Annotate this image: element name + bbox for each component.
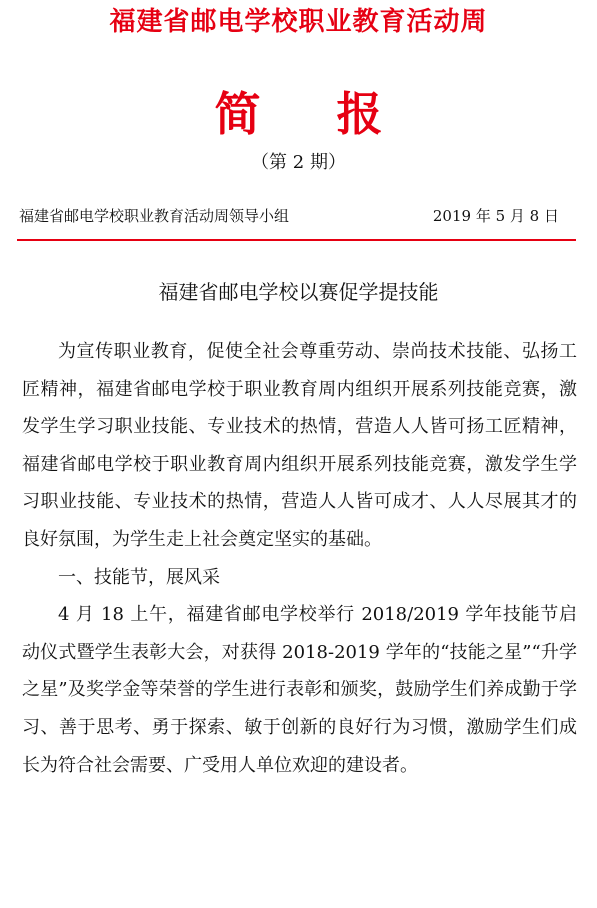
- red-divider-line: [17, 239, 576, 241]
- bulletin-title: 简 报: [214, 87, 383, 141]
- issuing-group: 福建省邮电学校职业教育活动周领导小组: [19, 207, 290, 225]
- body-paragraph: 4 月 18 上午，福建省邮电学校举行 2018/2019 学年技能节启动仪式暨学生表彰大会，对获得 2018-2019 学年的“技能之星”“升学之星”及奖学金等荣誉的学生进行表彰和颁奖，鼓励学生们养成勤于学习、善于思考、勇于探索、敏于创新的良好行为习惯，激励学生们成长为符合社会需要、广受用人单位欢迎的建设者。: [22, 604, 577, 776]
- article-body: [22, 333, 577, 784]
- organization-title: 福建省邮电学校职业教育活动周: [109, 7, 488, 37]
- article-title: 福建省邮电学校以赛促学提技能: [158, 280, 439, 304]
- section-heading: 一、技能节，展风采: [58, 566, 220, 588]
- issue-number: （第 2 期）: [251, 152, 346, 173]
- issue-date: 2019 年 5 月 8 日: [432, 207, 559, 225]
- body-paragraph: 为宣传职业教育，促使全社会尊重劳动、崇尚技术技能、弘扬工匠精神，福建省邮电学校于职业教育周内组织开展系列技能竞赛，激发学生学习职业技能、专业技术的热情，营造人人皆可扬工匠精神，福建省邮电学校于职业教育周内组织开展系列技能竞赛，激发学生学习职业技能、专业技术的热情，营造人人皆可成才、人人尽展其才的良好氛围，为学生走上社会奠定坚实的基础。: [22, 341, 577, 550]
